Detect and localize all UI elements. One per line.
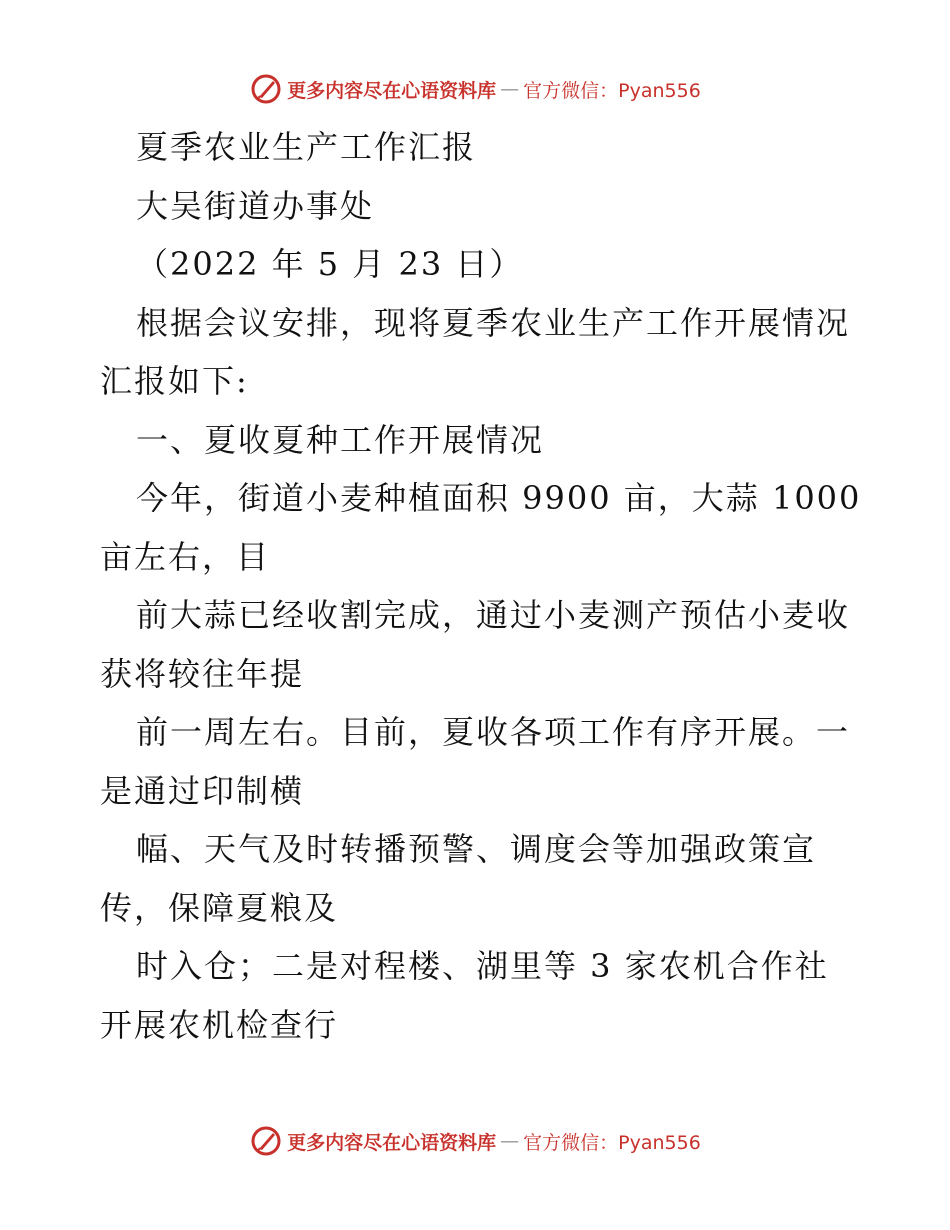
doc-line: 是通过印制横 [100, 771, 305, 810]
watermark-separator: — [500, 1130, 520, 1152]
doc-line: 开展农机检查行 [100, 1005, 339, 1044]
watermark-separator: — [500, 78, 520, 100]
doc-line: 根据会议安排，现将夏季农业生产工作开展情况 [136, 303, 851, 342]
quill-logo-icon [249, 1124, 283, 1158]
doc-line: 汇报如下: [100, 362, 249, 400]
watermark-text: 更多内容尽在心语资料库 [287, 79, 497, 102]
doc-line: 一、夏收夏种工作开展情况 [136, 420, 545, 459]
watermark-contact: 官方微信：Pyan556 [523, 79, 701, 102]
doc-line: 传，保障夏粮及 [100, 888, 339, 927]
doc-line: 前大蒜已经收割完成，通过小麦测产预估小麦收 [136, 596, 851, 634]
doc-line: （2022 年 5 月 23 日） [136, 245, 524, 283]
doc-line: 前一周左右。目前，夏收各项工作有序开展。一 [136, 713, 851, 751]
doc-line: 获将较往年提 [100, 654, 305, 693]
doc-line: 大吴街道办事处 [136, 186, 375, 225]
doc-line: 今年，街道小麦种植面积 9900 亩，大蒜 1000 [136, 479, 862, 517]
doc-line: 幅、天气及时转播预警、调度会等加强政策宣 [136, 830, 817, 868]
doc-line: 亩左右，目 [100, 537, 271, 576]
header-watermark [0, 72, 950, 106]
doc-line: 时入仓；二是对程楼、湖里等 3 家农机合作社 [136, 947, 829, 985]
watermark-text: 更多内容尽在心语资料库 [287, 1131, 497, 1154]
document-body [100, 118, 860, 1054]
footer-watermark [0, 1124, 950, 1158]
doc-line: 夏季农业生产工作汇报 [136, 128, 477, 166]
watermark-contact: 官方微信：Pyan556 [523, 1131, 701, 1154]
quill-logo-icon [249, 72, 283, 106]
